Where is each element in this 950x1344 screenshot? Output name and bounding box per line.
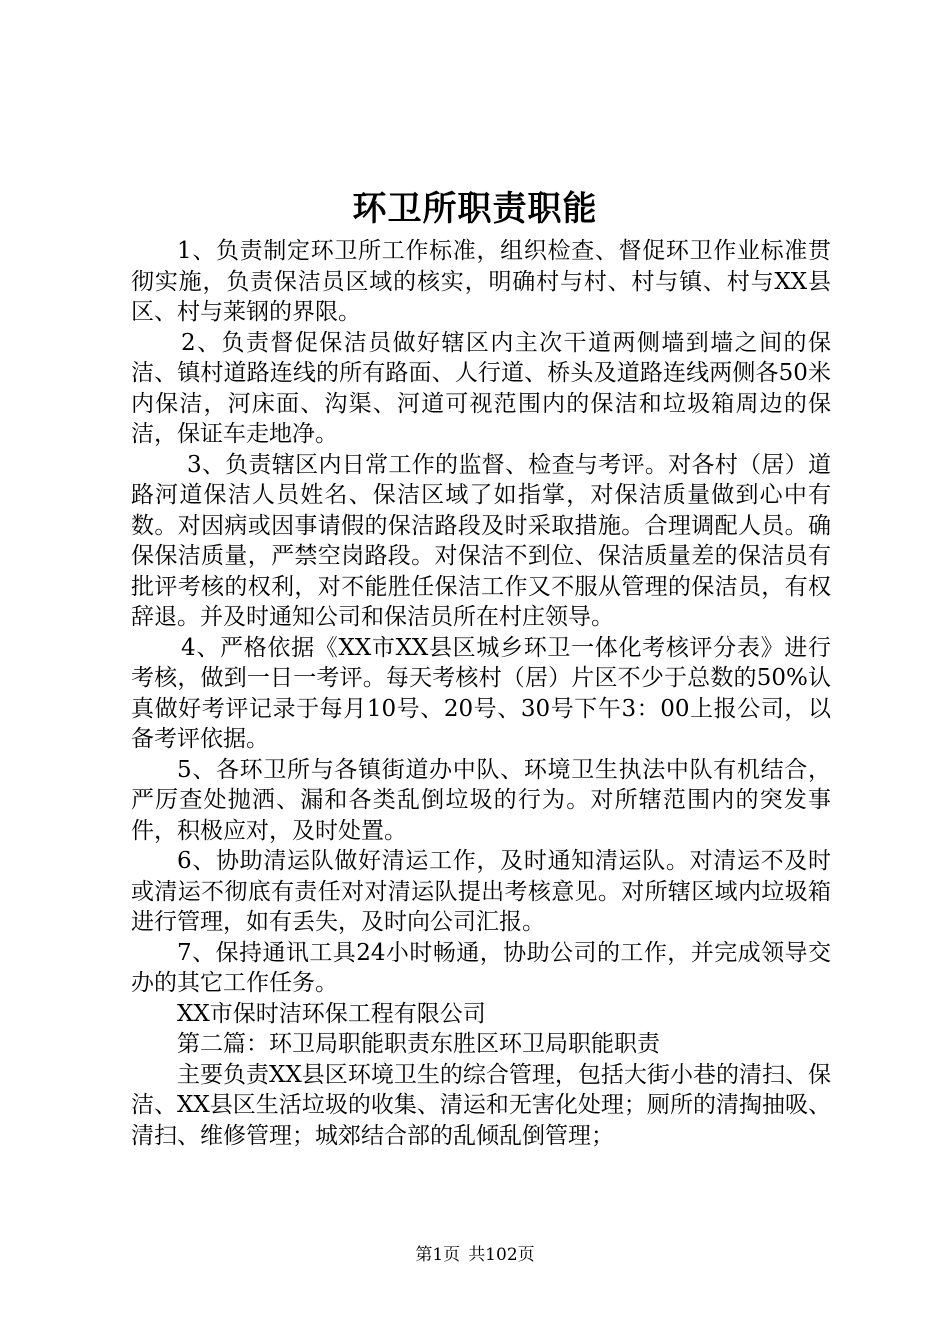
paragraph-1: 1、负责制定环卫所工作标准，组织检查、督促环卫作业标准贯彻实施，负责保洁员区域的核实，明确村与村、村与镇、村与XX县区、村与莱钢的界限。	[131, 238, 831, 325]
page-footer	[0, 1243, 950, 1267]
section-heading-part-two: 第二篇：环卫局职能职责东胜区环卫局职能职责	[177, 1031, 660, 1057]
page-total: 共102页	[468, 1245, 535, 1265]
paragraph-10: 主要负责XX县区环境卫生的综合管理，包括大街小巷的清扫、保洁、XX县区生活垃圾的收集、清运和无害化处理；厕所的清掏抽吸、清扫、维修管理；城郊结合部的乱倾乱倒管理；	[131, 1061, 831, 1149]
document-body	[131, 236, 831, 1151]
page-number: 第1页	[415, 1245, 461, 1265]
paragraph-3: 3、负责辖区内日常工作的监督、检查与考评。对各村（居）道路河道保洁人员姓名、保洁区域了如指掌，对保洁质量做到心中有数。对因病或因事请假的保洁路段及时采取措施。合理调配人员。确保保洁质量，严禁空岗路段。对保洁不到位、保洁质量差的保洁员有批评考核的权利，对不能胜任保洁工作又不服从管理的保洁员，有权辞退。并及时通知公司和保洁员所在村庄领导。	[131, 451, 831, 630]
company-signature: XX市保时洁环保工程有限公司	[177, 1000, 486, 1027]
paragraph-2: 2、负责督促保洁员做好辖区内主次干道两侧墙到墙之间的保洁、镇村道路连线的所有路面、人行道、桥头及道路连线两侧各50米内保洁，河床面、沟渠、河道可视范围内的保洁和垃圾箱周边的保洁，保证车走地净。	[131, 329, 831, 447]
paragraph-7: 7、保持通讯工具24小时畅通，协助公司的工作，并完成领导交办的其它工作任务。	[131, 939, 831, 996]
document-title: 环卫所职责职能	[352, 189, 598, 229]
paragraph-5: 5、各环卫所与各镇街道办中队、环境卫生执法中队有机结合，严厉查处抛洒、漏和各类乱倒垃圾的行为。对所辖范围内的突发事件，积极应对，及时处置。	[131, 756, 831, 844]
paragraph-6: 6、协助清运队做好清运工作，及时通知清运队。对清运不及时或清运不彻底有责任对对清运队提出考核意见。对所辖区域内垃圾箱进行管理，如有丢失，及时向公司汇报。	[131, 848, 831, 935]
paragraph-4: 4、严格依据《XX市XX县区城乡环卫一体化考核评分表》进行考核，做到一日一考评。每天考核村（居）片区不少于总数的50%认真做好考评记录于每月10号、20号、30号下午3：00上报公司，以备考评依据。	[131, 634, 831, 752]
